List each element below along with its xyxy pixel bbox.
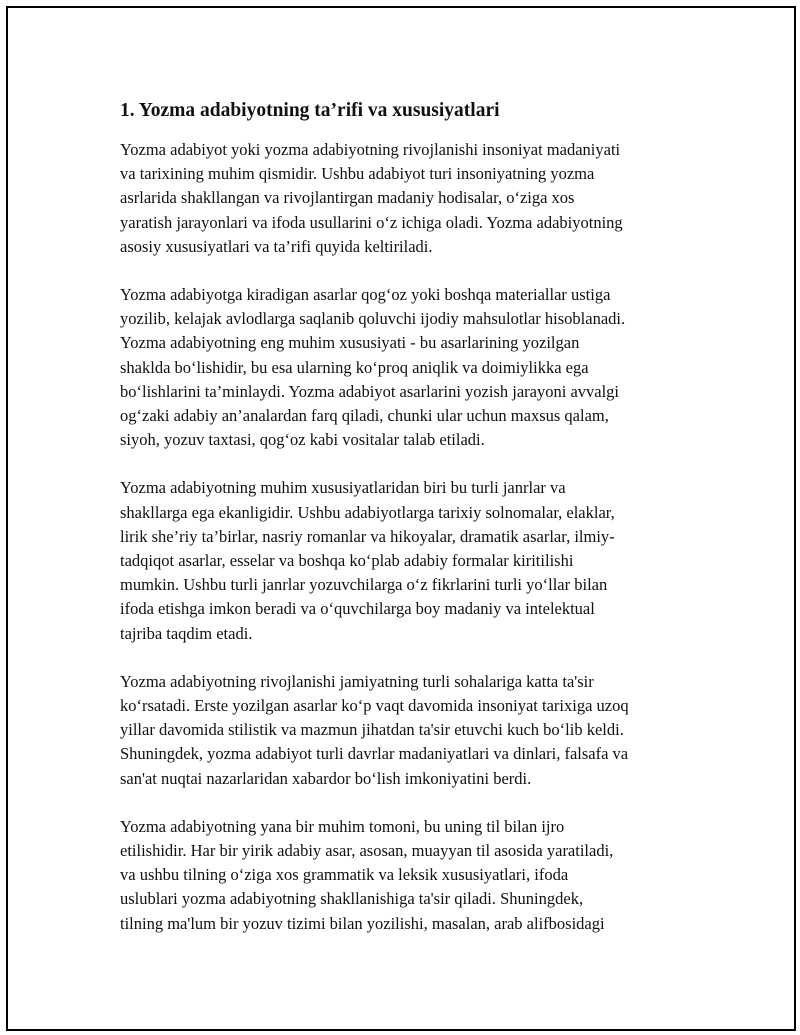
text-line: bo‘lishlarini ta’minlaydi. Yozma adabiyot asarlarini yozish jarayoni avvalgi — [120, 381, 620, 401]
paragraph — [120, 138, 690, 259]
text-line: tilning ma'lum bir yozuv tizimi bilan yozilishi, masalan, arab alifbosidagi — [120, 913, 605, 933]
text-line: Yozma adabiyotning eng muhim xususiyati - bu asarlarining yozilgan — [120, 333, 580, 353]
section-heading: 1. Yozma adabiyotning ta’rifi va xususiyatlari — [120, 100, 500, 121]
paragraph — [120, 283, 690, 452]
document-page — [6, 6, 796, 1031]
text-line: san'at nuqtai nazarlaridan xabardor bo‘lish imkoniyatini berdi. — [120, 768, 532, 788]
paragraph — [120, 476, 690, 645]
text-line: va ushbu tilning o‘ziga xos grammatik va leksik xususiyatlari, ifoda — [120, 865, 569, 885]
text-line: ifoda etishga imkon beradi va o‘quvchilarga boy madaniy va intelektual — [120, 599, 595, 619]
text-line: og‘zaki adabiy an’analardan farq qiladi, chunki ular uchun maxsus qalam, — [120, 406, 609, 426]
text-line: tajriba taqdim etadi. — [120, 623, 253, 643]
text-line: asosiy xususiyatlari va ta’rifi quyida keltiriladi. — [120, 236, 433, 256]
text-line: Yozma adabiyotning yana bir muhim tomoni, bu uning til bilan ijro — [120, 816, 565, 836]
paragraph — [120, 815, 690, 936]
document-body — [120, 98, 690, 960]
text-line: Yozma adabiyotning rivojlanishi jamiyatning turli sohalariga katta ta'sir — [120, 671, 594, 691]
paragraph — [120, 670, 690, 791]
text-line: etilishidir. Har bir yirik adabiy asar, asosan, muayyan til asosida yaratiladi, — [120, 841, 614, 861]
text-line: Yozma adabiyotning muhim xususiyatlaridan biri bu turli janrlar va — [120, 478, 566, 498]
text-line: yozilib, kelajak avlodlarga saqlanib qoluvchi ijodiy mahsulotlar hisoblanadi. — [120, 309, 626, 329]
text-line: shaklda bo‘lishidir, bu esa ularning ko‘proq aniqlik va doimiylikka ega — [120, 357, 589, 377]
text-line: Shuningdek, yozma adabiyot turli davrlar madaniyatlari va dinlari, falsafa va — [120, 744, 629, 764]
text-line: va tarixining muhim qismidir. Ushbu adabiyot turi insoniyatning yozma — [120, 164, 595, 184]
text-line: tadqiqot asarlar, esselar va boshqa ko‘plab adabiy formalar kiritilishi — [120, 551, 574, 571]
text-line: mumkin. Ushbu turli janrlar yozuvchilarga o‘z fikrlarini turli yo‘llar bilan — [120, 575, 608, 595]
text-line: lirik she’riy ta’birlar, nasriy romanlar va hikoyalar, dramatik asarlar, ilmiy- — [120, 526, 615, 546]
text-line: siyoh, yozuv taxtasi, qog‘oz kabi vositalar talab etiladi. — [120, 430, 485, 450]
text-line: Yozma adabiyot yoki yozma adabiyotning rivojlanishi insoniyat madaniyati — [120, 140, 621, 159]
text-line: yillar davomida stilistik va mazmun jihatdan ta'sir etuvchi kuch bo‘lib keldi. — [120, 720, 624, 740]
text-line: shakllarga ega ekanligidir. Ushbu adabiyotlarga tarixiy solnomalar, elaklar, — [120, 502, 615, 522]
text-line: asrlarida shakllangan va rivojlantirgan madaniy hodisalar, o‘ziga xos — [120, 188, 575, 208]
text-line: uslublari yozma adabiyotning shakllanishiga ta'sir qiladi. Shuningdek, — [120, 889, 584, 909]
text-line: Yozma adabiyotga kiradigan asarlar qog‘oz yoki boshqa materiallar ustiga — [120, 285, 611, 305]
text-line: ko‘rsatadi. Erste yozilgan asarlar ko‘p vaqt davomida insoniyat tarixiga uzoq — [120, 696, 629, 716]
text-line: yaratish jarayonlari va ifoda usullarini o‘z ichiga oladi. Yozma adabiyotning — [120, 212, 623, 232]
